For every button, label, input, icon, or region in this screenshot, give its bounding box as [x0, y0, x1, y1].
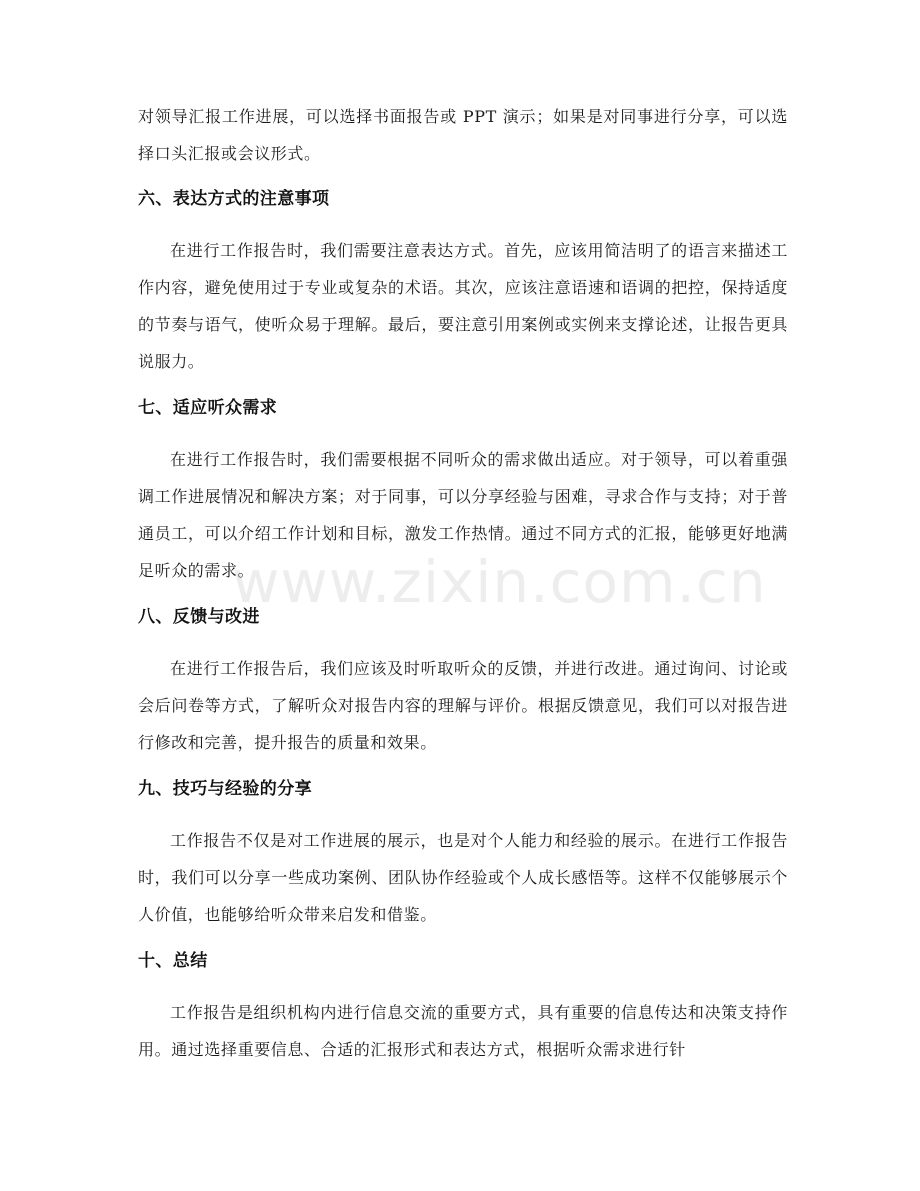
- section-body-8: 在进行工作报告后，我们应该及时听取听众的反馈，并进行改进。通过询问、讨论或会后问卷等方式，了解听众对报告内容的理解与评价。根据反馈意见，我们可以对报告进行修改和完善，提升报告的质量和效果。: [138, 659, 788, 752]
- watermark: www.zixin.com.cn: [232, 548, 767, 616]
- section-heading-7: 七、适应听众需求: [138, 398, 278, 418]
- intro-paragraph: 对领导汇报工作进展，可以选择书面报告或 PPT 演示；如果是对同事进行分享，可以选择口头汇报或会议形式。: [138, 107, 788, 163]
- section-heading-10: 十、总结: [138, 951, 208, 971]
- document-page: [138, 98, 788, 1068]
- section-heading-8: 八、反馈与改进: [138, 607, 260, 627]
- section-body-9: 工作报告不仅是对工作进展的展示，也是对个人能力和经验的展示。在进行工作报告时，我们可以分享一些成功案例、团队协作经验或个人成长感悟等。这样不仅能够展示个人价值，也能够给听众带来启发和借鉴。: [138, 831, 788, 924]
- section-heading-9: 九、技巧与经验的分享: [138, 779, 312, 799]
- section-body-7: 在进行工作报告时，我们需要根据不同听众的需求做出适应。对于领导，可以着重强调工作进展情况和解决方案；对于同事，可以分享经验与困难，寻求合作与支持；对于普通员工，可以介绍工作计划和目标，激发工作热情。通过不同方式的汇报，能够更好地满足听众的需求。: [138, 450, 788, 580]
- section-heading-6: 六、表达方式的注意事项: [138, 189, 330, 209]
- section-body-10: 工作报告是组织机构内进行信息交流的重要方式，具有重要的信息传达和决策支持作用。通过选择重要信息、合适的汇报形式和表达方式，根据听众需求进行针: [138, 1003, 788, 1059]
- section-body-6: 在进行工作报告时，我们需要注意表达方式。首先，应该用简洁明了的语言来描述工作内容，避免使用过于专业或复杂的术语。其次，应该注意语速和语调的把控，保持适度的节奏与语气，使听众易于理解。最后，要注意引用案例或实例来支撑论述，让报告更具说服力。: [138, 241, 788, 371]
